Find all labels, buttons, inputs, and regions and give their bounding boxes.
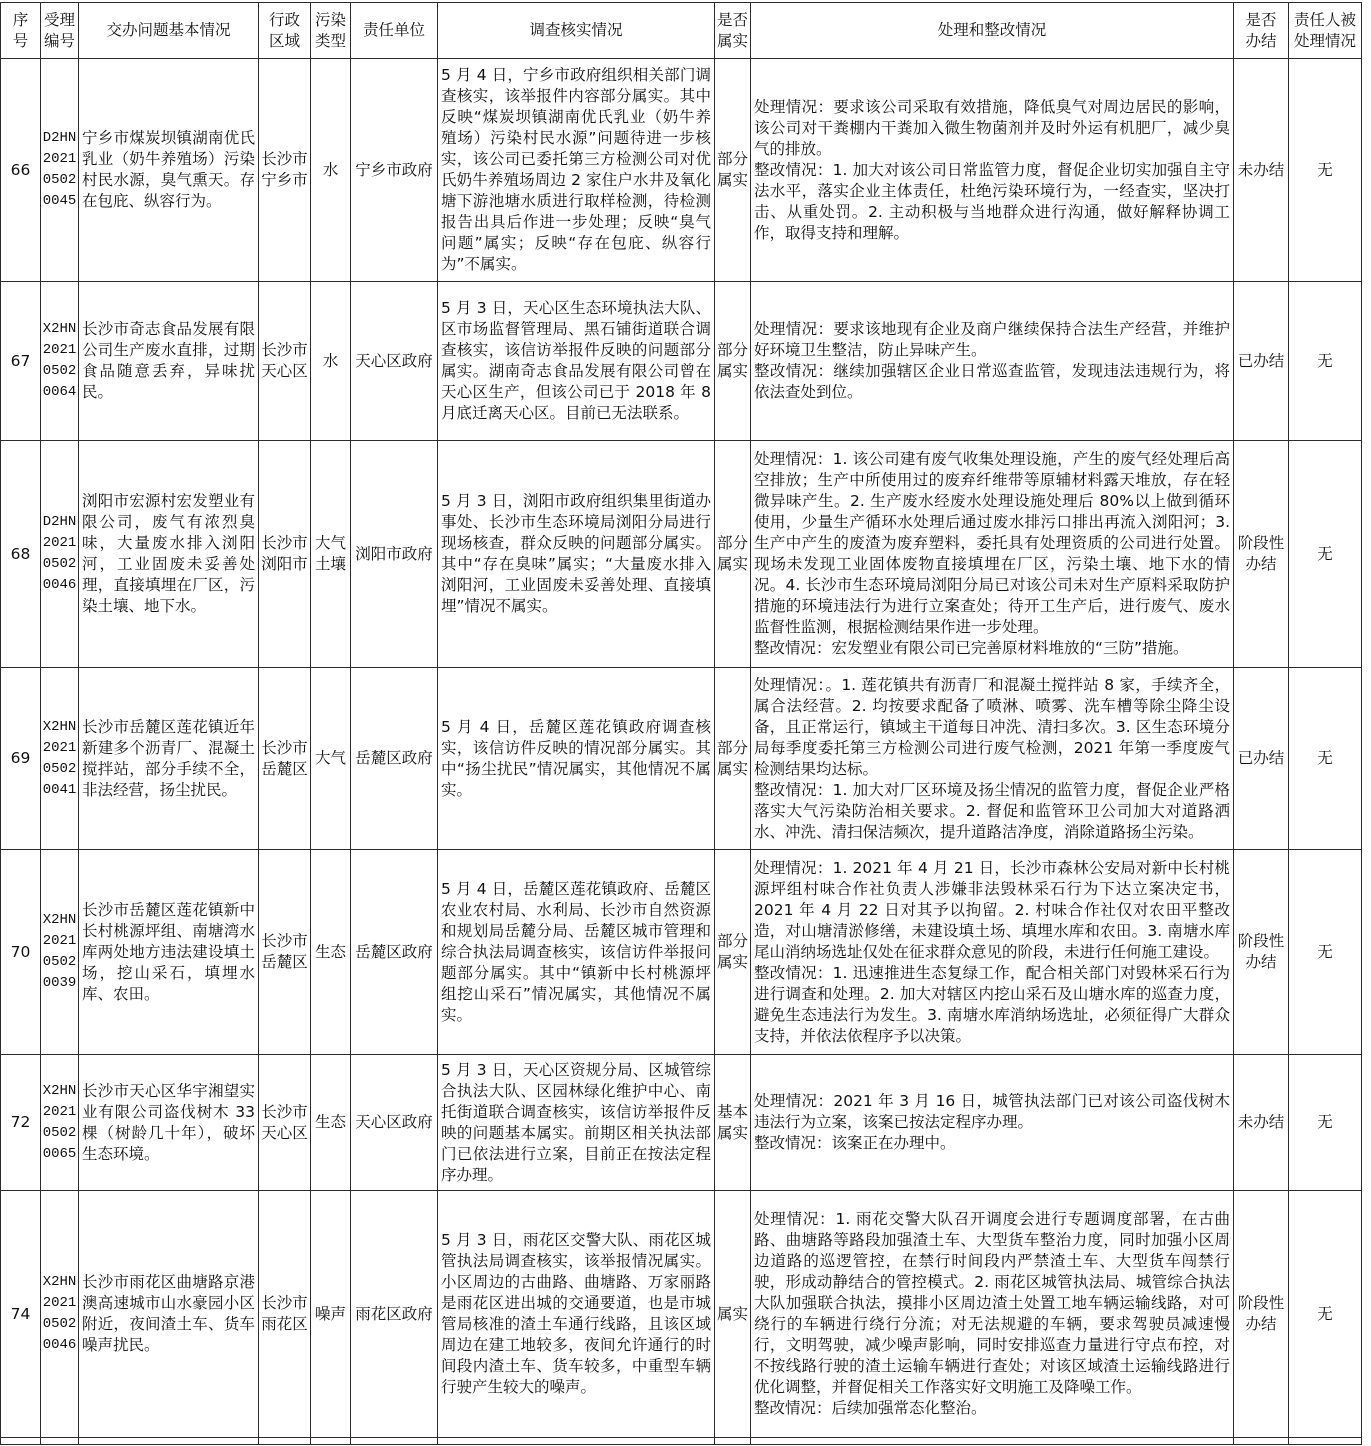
cell-investigation (438, 282, 715, 441)
cell-process (751, 1191, 1234, 1438)
cell-pollution (311, 441, 351, 668)
cell-concluded-text: 已办结 (1237, 749, 1285, 767)
cell-code (41, 441, 79, 668)
table-row (1, 1055, 1362, 1191)
cell-issue-text: 长沙市岳麓区莲花镇近年新建多个沥青厂、混凝土搅拌站，部分手续不全，非法经营，扬尘扰民。 (82, 717, 255, 799)
cell-unit (351, 1055, 438, 1191)
cell-region (259, 668, 311, 850)
cell-no-text: 68 (10, 544, 31, 563)
cell-concluded-text: 未办结 (1237, 160, 1285, 179)
table-row (1, 441, 1362, 668)
col-header-concluded-label: 是否办结 (1245, 10, 1277, 50)
cell-region-text: 长沙市天心区 (261, 1102, 308, 1142)
col-header-region (259, 3, 311, 59)
cell-pollution (311, 282, 351, 441)
cell-investigation-text: 5 月 3 日，天心区资规分局、区城管综合执法大队、区园林绿化维护中心、南托街道联合调查核实，该信访举报件反映的问题基本属实。前期区相关执法部门已依法进行立案，目前正在按法定程序办理。 (441, 1060, 711, 1184)
cell-issue-text: 长沙市天心区华宇湘望实业有限公司盗伐树木 33 棵（树龄几十年），破坏生态环境。 (82, 1081, 255, 1163)
cell-concluded-text: 未办结 (1237, 1113, 1285, 1131)
cell-no (1, 1055, 41, 1191)
cell-region-text: 长沙市天心区 (261, 341, 308, 380)
cell-pollution-text: 大气 土壤 (314, 534, 346, 573)
col-header-code (41, 3, 79, 59)
cell-issue-text: 长沙市奇志食品发展有限公司生产废水直排，过期食品随意丢弃，异味扰民。 (82, 320, 255, 401)
cell-investigation-text: 5 月 4 日，岳麓区莲花镇政府调查核实，该信访件反映的情况部分属实。其中“扬尘扰民”情况属实，其他情况不属实。 (441, 717, 711, 799)
cell-no-text: 72 (10, 1113, 31, 1131)
cell-issue-partial (79, 1438, 259, 1445)
cell-code-partial (41, 1438, 79, 1445)
rectification-text: 整改情况：1. 加大对该公司日常监管力度，督促企业切实加强自主守法水平，落实企业主体责任，杜绝污染环境行为，一经查实，坚决打击、从重处罚。2. 主动积极与当地群众进行沟通，做好解释协调工作，取得支持和理解。 (754, 160, 1230, 242)
cell-region-text: 长沙市岳麓区 (261, 738, 308, 778)
cell-pollution (311, 668, 351, 850)
handling-text: 处理情况：1. 雨花交警大队召开调度会进行专题调度部署，在古曲路、曲塘路等路段加强渣土车、大型货车整治力度，同时加强小区周边道路的巡逻管控，在禁行时间段内严禁渣土车、大型货车闯禁行驶，形成动静结合的管控模式。2. 雨花区城管执法局、城管综合执法大队加强联合执法，摸排小区周边渣土处置工地车辆运输线路，对可绕行的车辆进行绕行分流；对无法规避的车辆，要求驾驶员减速慢行，文明驾驶，减少噪声影响，同时安排巡查力量进行守点布控，对不按线路行驶的渣土运输车辆进行查处；对该区域渣土运输线路进行优化调整，并督促相关工作落实好文明施工及降噪工作。 (754, 1210, 1230, 1396)
cell-investigation-text: 5 月 4 日，宁乡市政府组织相关部门调查核实，该举报件内容部分属实。其中反映“煤炭坝镇湖南优氏乳业（奶牛养殖场）污染村民水源”问题待进一步核实，该公司已委托第三方检测公司对优氏奶牛养殖场周边 2 家住户水井及氧化塘下游池塘水质进行取样检测，待检测报告出具后作进一步处理；反映“臭气问题”属实；反映“存在包庇、纵容行为”不属实。 (441, 66, 711, 273)
cell-no-partial (1, 1438, 41, 1445)
col-header-verified (715, 3, 751, 59)
cell-concluded-text: 阶段性办结 (1237, 932, 1285, 971)
cell-investigation (438, 668, 715, 850)
table-row (1, 850, 1362, 1055)
col-header-unit (351, 3, 438, 59)
cell-region-text: 长沙市岳麓区 (261, 932, 308, 971)
cell-pollution (311, 1191, 351, 1438)
cell-unit (351, 441, 438, 668)
cell-issue (79, 59, 259, 282)
cell-investigation-text: 5 月 3 日，天心区生态环境执法大队、区市场监督管理局、黑石铺街道联合调查核实，该信访举报件反映的问题部分属实。湖南奇志食品发展有限公司曾在天心区生产，但该公司已于 2018 年 8 月底迁离天心区。目前已无法联系。 (441, 299, 711, 422)
cell-no (1, 282, 41, 441)
cell-penalty-text: 无 (1317, 1304, 1333, 1323)
table-header (1, 3, 1362, 59)
cell-unit-text: 岳麓区政府 (355, 749, 433, 767)
handling-text: 处理情况：2021 年 3 月 16 日，城管执法部门已对该公司盗伐树木违法行为立案，该案已按法定程序办理。 (754, 1092, 1230, 1131)
cell-no-text: 67 (10, 351, 31, 370)
cell-issue-text: 长沙市岳麓区莲花镇新中长村桃源坪组、南塘湾水库两处地方违法建设填土场，挖山采石，填埋水库、农田。 (82, 900, 255, 1003)
cell-verified (715, 282, 751, 441)
cell-unit-text: 天心区政府 (355, 1113, 433, 1131)
cell-process (751, 441, 1234, 668)
cell-penalty (1289, 1191, 1362, 1438)
col-header-process (751, 3, 1234, 59)
cell-issue-text: 长沙市雨花区曲塘路京港澳高速城市山水豪园小区附近，夜间渣土车、货车噪声扰民。 (82, 1273, 255, 1354)
cell-unit (351, 1191, 438, 1438)
cell-penalty (1289, 59, 1362, 282)
handling-text: 处理情况：要求该地现有企业及商户继续保持合法生产经营，并维护好环境卫生整洁，防止异味产生。 (754, 320, 1230, 359)
rectification-text: 整改情况：1. 加大对厂区环境及扬尘情况的监管力度，督促企业严格落实大气污染防治相关要求。2. 督促和监管环卫公司加大对道路洒水、冲洗、清扫保洁频次，提升道路洁净度，消除道路扬尘污染。 (754, 780, 1230, 841)
cell-verified (715, 1191, 751, 1438)
cell-region (259, 1191, 311, 1438)
cell-region (259, 441, 311, 668)
col-header-pollution (311, 3, 351, 59)
cell-no-text: 70 (10, 942, 31, 961)
cell-pollution-text: 生态 (314, 1113, 346, 1131)
cell-pollution-text: 噪声 (314, 1304, 346, 1323)
cell-penalty-text: 无 (1317, 942, 1333, 961)
table-row (1, 59, 1362, 282)
cell-region (259, 59, 311, 282)
cell-concluded (1234, 59, 1289, 282)
cell-concluded-text: 阶段性办结 (1237, 1294, 1285, 1333)
rectification-text: 整改情况：后续加强常态化整治。 (754, 1399, 987, 1417)
cell-code (41, 1055, 79, 1191)
table-row (1, 1191, 1362, 1438)
col-header-penalty-label: 责任人被处理情况 (1293, 10, 1356, 50)
cell-process (751, 59, 1234, 282)
cell-penalty (1289, 282, 1362, 441)
cell-verified-partial (715, 1438, 751, 1445)
header-row (1, 3, 1362, 59)
col-header-concluded (1234, 3, 1289, 59)
col-header-issue (79, 3, 259, 59)
table-row (1, 282, 1362, 441)
cell-investigation-partial (438, 1438, 715, 1445)
cell-investigation (438, 59, 715, 282)
cell-verified (715, 1055, 751, 1191)
cell-no-text: 66 (10, 160, 31, 179)
cell-pollution-partial (311, 1438, 351, 1445)
col-header-no-label: 序号 (12, 10, 29, 50)
cell-verified-text: 部分属实 (716, 932, 748, 971)
rectification-text: 整改情况：宏发塑业有限公司已完善原材料堆放的“三防”措施。 (754, 639, 1189, 657)
cell-verified (715, 850, 751, 1055)
cell-process (751, 1055, 1234, 1191)
table-body (1, 59, 1362, 1445)
cell-unit-text: 浏阳市政府 (355, 544, 433, 563)
cell-penalty (1289, 850, 1362, 1055)
cell-process (751, 668, 1234, 850)
cell-issue (79, 1055, 259, 1191)
cell-penalty-text: 无 (1317, 544, 1333, 563)
cell-no (1, 441, 41, 668)
cell-region-text: 长沙市雨花区 (261, 1294, 308, 1333)
cell-verified-text: 部分属实 (716, 534, 748, 573)
cell-code-text: X2HN202105020065 (42, 1082, 77, 1162)
col-header-process-label: 处理和整改情况 (937, 21, 1047, 39)
cell-concluded-partial (1234, 1438, 1289, 1445)
cell-investigation-text: 5 月 3 日，雨花区交警大队、雨花区城管执法局调查核实，该举报情况属实。小区周边的古曲路、曲塘路、万家丽路是雨花区进出城的交通要道，也是市城管局核准的渣土车通行线路，且该区域周边在建工地较多，夜间允许通行的时间段内渣土车、货车较多，中重型车辆行驶产生较大的噪声。 (441, 1231, 711, 1396)
cell-verified-text: 部分属实 (716, 341, 748, 380)
cell-code-text: D2HN202105020045 (42, 130, 77, 209)
cell-issue-text: 宁乡市煤炭坝镇湖南优氏乳业（奶牛养殖场）污染村民水源，臭气熏天。存在包庇、纵容行为。 (82, 129, 255, 210)
cell-no (1, 59, 41, 282)
cell-process (751, 850, 1234, 1055)
cell-pollution (311, 850, 351, 1055)
cell-issue-text: 浏阳市宏源村宏发塑业有限公司，废气有浓烈臭味，大量废水排入浏阳河，工业固废未妥善处理，直接填埋在厂区，污染土壤、地下水。 (82, 492, 255, 615)
cell-issue (79, 850, 259, 1055)
cell-code-text: X2HN202105020041 (42, 718, 77, 798)
table-row (1, 668, 1362, 850)
cell-code (41, 59, 79, 282)
cell-code (41, 282, 79, 441)
rectification-text: 整改情况：该案正在办理中。 (754, 1134, 956, 1152)
cell-pollution-text: 水 (322, 160, 339, 179)
handling-text: 处理情况：1. 2021 年 4 月 21 日，长沙市森林公安局对新中长村桃源坪组村味合作社负责人涉嫌非法毁林采石行为下达立案决定书，2021 年 4 月 22 日对其予以拘留。2. 村味合作社仅对农田平整改造，对山塘清淤修缮，未建设填土场、填埋水库和农田。3. 南塘水库尾山消纳场选址仅处在征求群众意见的阶段，未进行任何施工建设。 (754, 858, 1230, 961)
cell-investigation-text: 5 月 4 日，岳麓区莲花镇政府、岳麓区农业农村局、水利局、长沙市自然资源和规划局岳麓分局、岳麓区城市管理和综合执法局调查核实，该信访件举报问题部分属实。其中“镇新中长村桃源坪组挖山采石”情况属实，其他情况不属实。 (441, 879, 711, 1024)
cell-region (259, 1055, 311, 1191)
cell-verified-text: 基本属实 (716, 1102, 748, 1142)
cell-pollution-text: 大气 (314, 749, 346, 767)
cell-penalty (1289, 441, 1362, 668)
cell-investigation (438, 850, 715, 1055)
col-header-unit-label: 责任单位 (362, 21, 425, 39)
cell-unit (351, 282, 438, 441)
cell-unit (351, 850, 438, 1055)
cell-code-text: X2HN202105020046 (42, 1274, 77, 1353)
cell-concluded (1234, 850, 1289, 1055)
cell-investigation (438, 1055, 715, 1191)
col-header-code-label: 受理编号 (43, 10, 75, 50)
cell-verified (715, 668, 751, 850)
cell-pollution (311, 1055, 351, 1191)
cell-pollution-text: 水 (322, 351, 339, 370)
cell-concluded-text: 阶段性办结 (1237, 534, 1285, 573)
cell-pollution-text: 生态 (314, 942, 346, 961)
cell-verified-text: 属实 (716, 1304, 748, 1323)
cell-issue (79, 441, 259, 668)
cell-region-text: 长沙市浏阳市 (261, 534, 308, 573)
rectification-text: 整改情况：继续加强辖区企业日常巡查监管，发现违法违规行为，将依法查处到位。 (754, 362, 1230, 401)
table-row-partial (1, 1438, 1362, 1445)
cell-investigation-text: 5 月 3 日，浏阳市政府组织集里街道办事处、长沙市生态环境局浏阳分局进行现场核查，群众反映的问题部分属实。其中“存在臭味”属实；“大量废水排入浏阳河，工业固废未妥善处理、直接填埋”情况不属实。 (441, 492, 711, 615)
handling-text: 处理情况：1. 该公司建有废气收集处理设施，产生的废气经处理后高空排放；生产中所使用过的废弃纤维带等原辅材料露天堆放，存在轻微异味产生。2. 生产废水经废水处理设施处理后 80%以上做到循环使用，少量生产循环水处理后通过废水排污口排出再流入浏阳河；3. 生产中产生的废渣为废弃塑料，委托具有处理资质的公司进行处置。现场未发现工业固体废物直接填埋在厂区，污染土壤、地下水的情况。4. 长沙市生态环境局浏阳分局已对该公司未对生产原料采取防护措施的环境违法行为进行立案查处；待开工生产后，进行废气、废水监督性监测，根据检测结果作进一步处理。 (754, 450, 1230, 636)
cell-code (41, 1191, 79, 1438)
cell-investigation (438, 441, 715, 668)
cell-code (41, 668, 79, 850)
cell-penalty-text: 无 (1317, 160, 1333, 179)
cell-penalty-partial (1289, 1438, 1362, 1445)
cell-process (751, 282, 1234, 441)
cell-unit-text: 天心区政府 (355, 351, 433, 370)
cell-verified-text: 部分属实 (716, 738, 748, 778)
cell-process-partial (751, 1438, 1234, 1445)
cell-verified (715, 59, 751, 282)
cell-code-text: X2HN202105020039 (42, 912, 77, 991)
cell-verified (715, 441, 751, 668)
cell-unit (351, 59, 438, 282)
col-header-pollution-label: 污染类型 (314, 10, 346, 50)
cell-no-text: 74 (10, 1304, 31, 1323)
col-header-region-label: 行政区域 (268, 10, 300, 50)
rectification-text: 整改情况：1. 迅速推进生态复绿工作，配合相关部门对毁林采石行为进行调查和处理。2. 加大对辖区内挖山采石及山塘水库的巡查力度，避免生态违法行为发生。3. 南塘水库消纳场选址，必须征得广大群众支持，并依法依程序予以决策。 (754, 963, 1230, 1045)
col-header-investigation-label: 调查核实情况 (529, 21, 623, 39)
cell-region (259, 282, 311, 441)
cell-concluded (1234, 668, 1289, 850)
cell-unit (351, 668, 438, 850)
cell-issue (79, 282, 259, 441)
complaint-handling-table (0, 2, 1362, 1445)
cell-penalty-text: 无 (1317, 749, 1333, 767)
cell-unit-text: 雨花区政府 (355, 1304, 433, 1323)
col-header-investigation (438, 3, 715, 59)
handling-text: 处理情况：。1. 莲花镇共有沥青厂和混凝土搅拌站 8 家，手续齐全，属合法经营。2. 均按要求配备了喷淋、喷雾、洗车槽等除尘降尘设备，且正常运行，镇域主干道每日冲洗、清扫多次。3. 区生态环境分局每季度委托第三方检测公司进行废气检测，2021 年第一季度废气检测结果均达标。 (754, 675, 1230, 778)
cell-region (259, 850, 311, 1055)
cell-penalty (1289, 1055, 1362, 1191)
col-header-verified-label: 是否属实 (716, 10, 748, 50)
cell-code (41, 850, 79, 1055)
cell-pollution (311, 59, 351, 282)
col-header-issue-label: 交办问题基本情况 (106, 21, 231, 39)
cell-investigation (438, 1191, 715, 1438)
col-header-no (1, 3, 41, 59)
cell-no-text: 69 (10, 749, 31, 767)
cell-concluded (1234, 1191, 1289, 1438)
cell-unit-text: 岳麓区政府 (355, 942, 433, 961)
cell-unit-partial (351, 1438, 438, 1445)
cell-code-text: X2HN202105020064 (42, 321, 77, 400)
cell-concluded-text: 已办结 (1237, 351, 1285, 370)
cell-concluded (1234, 441, 1289, 668)
col-header-penalty (1289, 3, 1362, 59)
cell-no (1, 1191, 41, 1438)
cell-concluded (1234, 282, 1289, 441)
cell-issue (79, 1191, 259, 1438)
cell-unit-text: 宁乡市政府 (355, 160, 433, 179)
cell-concluded (1234, 1055, 1289, 1191)
cell-issue (79, 668, 259, 850)
cell-region-text: 长沙市宁乡市 (261, 150, 308, 189)
cell-penalty (1289, 668, 1362, 850)
handling-text: 处理情况：要求该公司采取有效措施，降低臭气对周边居民的影响，该公司对干粪棚内干粪加入微生物菌剂并及时外运有机肥厂，减少臭气的排放。 (754, 97, 1230, 158)
cell-code-text: D2HN202105020046 (42, 514, 77, 593)
cell-penalty-text: 无 (1317, 351, 1333, 370)
cell-penalty-text: 无 (1317, 1113, 1333, 1131)
cell-region-partial (259, 1438, 311, 1445)
cell-verified-text: 部分属实 (716, 150, 748, 189)
cell-no (1, 668, 41, 850)
cell-no (1, 850, 41, 1055)
